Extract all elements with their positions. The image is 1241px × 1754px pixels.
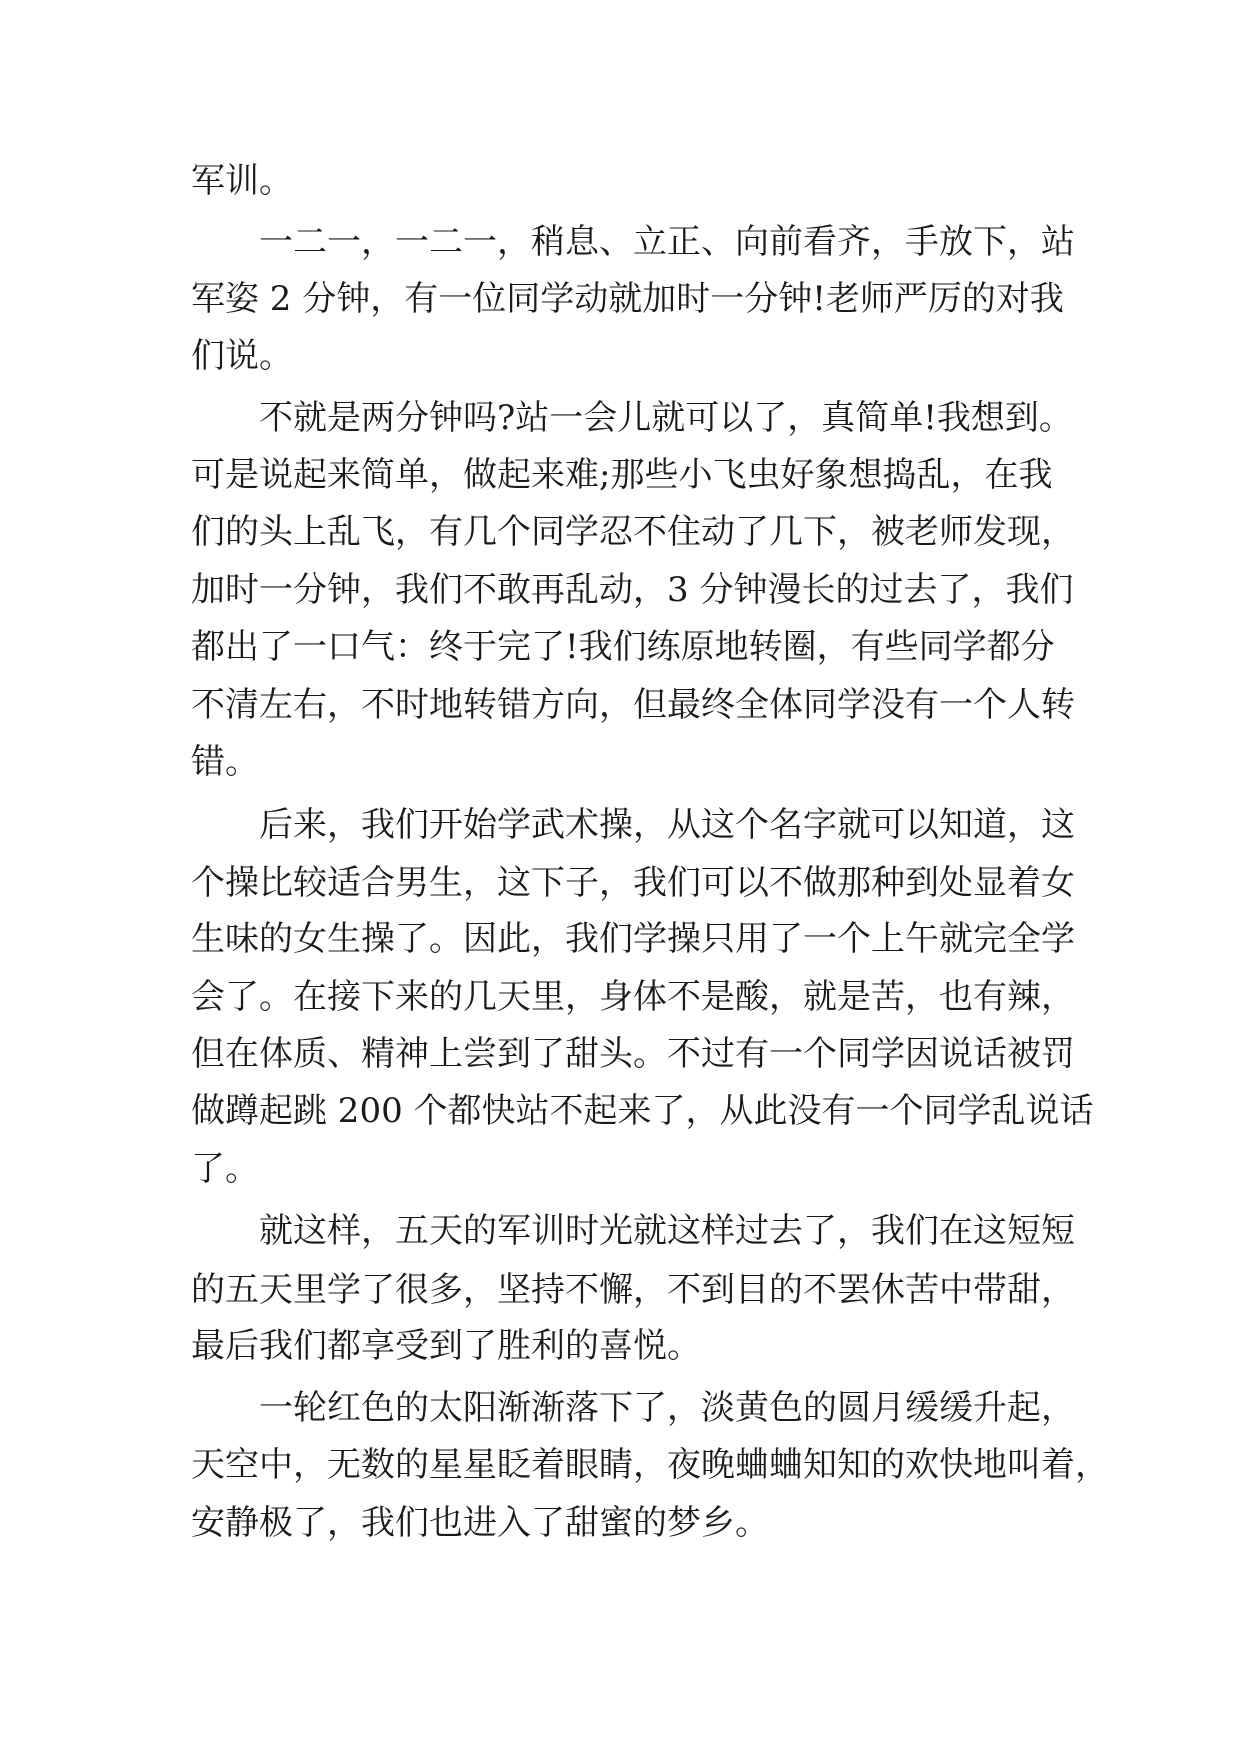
text-line: 军训。 — [191, 161, 293, 201]
text-line: 一二一，一二一，稍息、立正、向前看齐，手放下，站 — [259, 222, 1075, 262]
text-line: 安静极了，我们也进入了甜蜜的梦乡。 — [191, 1503, 769, 1543]
text-line: 错。 — [191, 742, 259, 782]
text-line: 都出了一口气：终于完了!我们练原地转圈，有些同学都分 — [191, 627, 1055, 667]
text-line: 们的头上乱飞，有几个同学忍不住动了几下，被老师发现， — [191, 512, 1075, 552]
text-line: 最后我们都享受到了胜利的喜悦。 — [191, 1326, 701, 1366]
text-line: 不清左右，不时地转错方向，但最终全体同学没有一个人转 — [191, 685, 1075, 725]
text-line: 一轮红色的太阳渐渐落下了，淡黄色的圆月缓缓升起， — [259, 1388, 1075, 1428]
text-line: 会了。在接下来的几天里，身体不是酸，就是苦，也有辣， — [191, 977, 1075, 1017]
text-line: 们说。 — [191, 336, 293, 376]
text-line: 天空中，无数的星星眨着眼睛，夜晚蛐蛐知知的欢快地叫着， — [191, 1445, 1109, 1485]
text-line: 可是说起来简单，做起来难;那些小飞虫好象想捣乱，在我 — [191, 455, 1053, 495]
text-line: 做蹲起跳 200 个都快站不起来了，从此没有一个同学乱说话 — [191, 1091, 1094, 1131]
text-line: 就这样，五天的军训时光就这样过去了，我们在这短短 — [259, 1211, 1075, 1251]
text-line: 但在体质、精神上尝到了甜头。不过有一个同学因说话被罚 — [191, 1034, 1075, 1074]
text-line: 军姿 2 分钟，有一位同学动就加时一分钟!老师严厉的对我 — [191, 279, 1064, 319]
text-line: 了。 — [191, 1149, 259, 1189]
text-line: 加时一分钟，我们不敢再乱动，3 分钟漫长的过去了，我们 — [191, 570, 1074, 610]
text-line: 后来，我们开始学武术操，从这个名字就可以知道，这 — [259, 805, 1075, 845]
text-line: 个操比较适合男生，这下子，我们可以不做那种到处显着女 — [191, 863, 1075, 903]
text-line: 生味的女生操了。因此，我们学操只用了一个上午就完全学 — [191, 919, 1075, 959]
text-line: 的五天里学了很多，坚持不懈，不到目的不罢休苦中带甜， — [191, 1270, 1075, 1310]
text-line: 不就是两分钟吗?站一会儿就可以了，真简单!我想到。 — [259, 398, 1073, 438]
